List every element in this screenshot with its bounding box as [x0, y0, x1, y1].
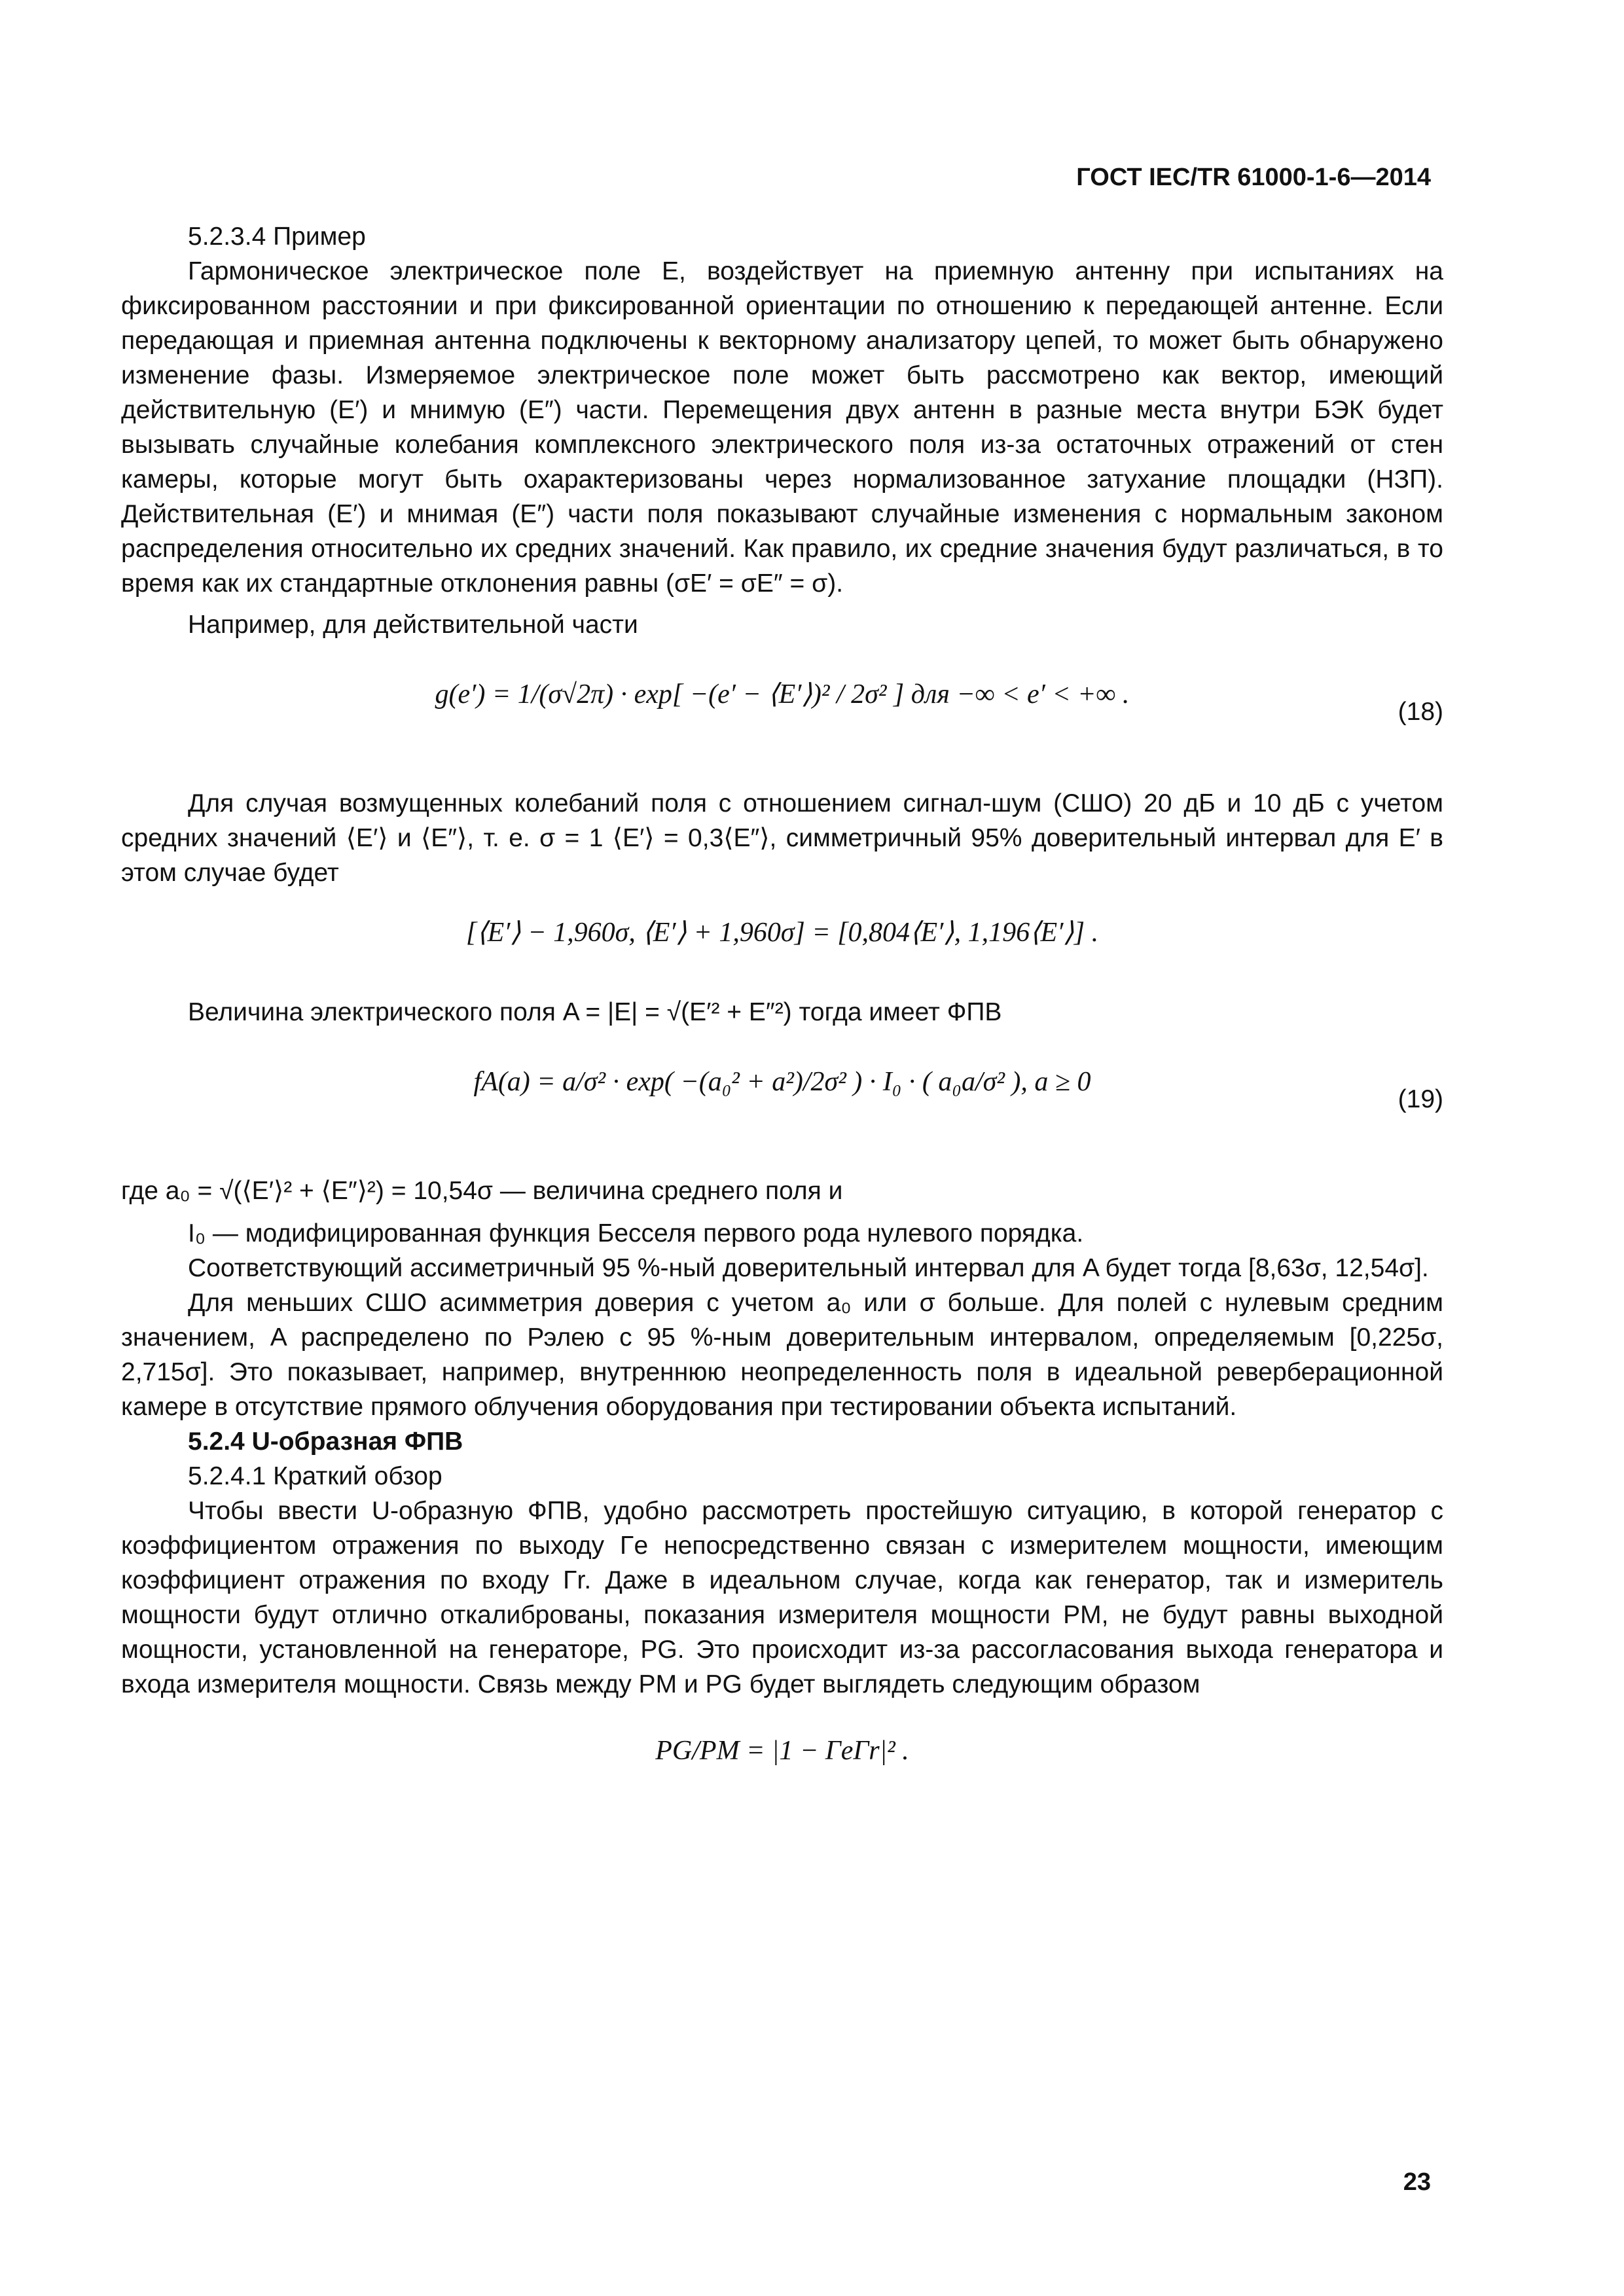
equation-pg-pm-body: PG/PM = |1 − ΓeΓr|² . [655, 1736, 909, 1766]
body-text [121, 219, 1443, 1787]
equation-interval [121, 910, 1443, 969]
section-subheading-5-2-4-1: 5.2.4.1 Краткий обзор [188, 1462, 442, 1490]
paragraph-a0-definition: где a₀ = √(⟨E′⟩² + ⟨E″⟩²) = 10,54σ — величина среднего поля и [121, 1177, 843, 1205]
equation-19-number: (19) [1398, 1085, 1443, 1113]
section-heading-5-2-4: 5.2.4 U-образная ФПВ [188, 1427, 463, 1456]
section-title-5-2-3-4: 5.2.3.4 Пример [188, 223, 366, 251]
paragraph-asym-interval: Соответствующий ассиметричный 95 %-ный доверительный интервал для A будет тогда [8,63σ, 12,54σ]. [188, 1254, 1429, 1282]
equation-19-body: fA(a) = a/σ² · exp( −(a₀² + a²)/2σ² ) · I₀ · ( a₀a/σ² ), a ≥ 0 [473, 1067, 1091, 1097]
equation-18 [121, 668, 1443, 766]
paragraph-example-real-part: Например, для действительной части [188, 611, 638, 639]
document-header: ГОСТ IEC/TR 61000-1-6—2014 [1076, 164, 1431, 191]
equation-18-number: (18) [1398, 698, 1443, 726]
paragraph-snr-case: Для случая возмущенных колебаний поля с отношением сигнал-шум (СШО) 20 дБ и 10 дБ с учетом средних значений ⟨E′⟩ и ⟨E″⟩, т. е. σ = 1 ⟨E′⟩ = 0,3⟨E″⟩, симметричный 95% доверительный интервал для E′ в этом случае будет [121, 789, 1443, 887]
paragraph-small-snr: Для меньших СШО асимметрия доверия с учетом a₀ или σ больше. Для полей с нулевым средним значением, A распределено по Рэлею с 95 %-ным доверительным интервалом, определяемым [0,225σ, 2,715σ]. Это показывает, например, внутреннюю неопределенность поля в идеальной реверберационной камере в отсутствие прямого облучения оборудования при тестировании объекта испытаний. [121, 1289, 1443, 1421]
equation-pg-pm [121, 1728, 1443, 1787]
page-number: 23 [1403, 2168, 1431, 2196]
paragraph-field-magnitude: Величина электрического поля A = |E| = √(E′² + E″²) тогда имеет ФПВ [188, 998, 1002, 1026]
equation-interval-body: [⟨E′⟩ − 1,960σ, ⟨E′⟩ + 1,960σ] = [0,804⟨E′⟩, 1,196⟨E′⟩] . [465, 918, 1099, 948]
paragraph-u-shaped-pdf: Чтобы ввести U-образную ФПВ, удобно рассмотреть простейшую ситуацию, в которой генератор с коэффициентом отражения по выходу Γe непосредственно связан с измерителем мощности, имеющим коэффициент отражения по входу Γr. Даже в идеальном случае, когда как генератор, так и измеритель мощности будут отлично откалиброваны, показания измерителя мощности PM, не будут равны выходной мощности, установленной на генераторе, PG. Это происходит из-за рассогласования выхода генератора и входа измерителя мощности. Связь между PM и PG будет выглядеть следующим образом [121, 1497, 1443, 1698]
equation-18-body: g(e′) = 1/(σ√2π) · exp[ −(e′ − ⟨E′⟩)² / 2σ² ] для −∞ < e′ < +∞ . [435, 679, 1130, 709]
paragraph-harmonic-field: Гармоническое электрическое поле E, воздействует на приемную антенну при испытаниях на фиксированном расстоянии и при фиксированной ориентации по отношению к передающей антенне. Если передающая и приемная антенна подключены к векторному анализатору цепей, то может быть обнаружено изменение фазы. Измеряемое электрическое поле может быть рассмотрено как вектор, имеющий действительную (E′) и мнимую (E″) части. Перемещения двух антенн в разные места внутри БЭК будет вызывать случайные колебания комплексного электрического поля из-за остаточных отражений от стен камеры, которые могут быть охарактеризованы через нормализованное затухание площадки (НЗП). Действительная (E′) и мнимая (E″) части поля показывают случайные изменения с нормальным законом распределения относительно их средних значений. Как правило, их средние значения будут различаться, в то время как их стандартные отклонения равны (σE′ = σE″ = σ). [121, 257, 1443, 598]
equation-19 [121, 1056, 1443, 1154]
paragraph-bessel: I₀ — модифицированная функция Бесселя первого рода нулевого порядка. [188, 1219, 1084, 1247]
